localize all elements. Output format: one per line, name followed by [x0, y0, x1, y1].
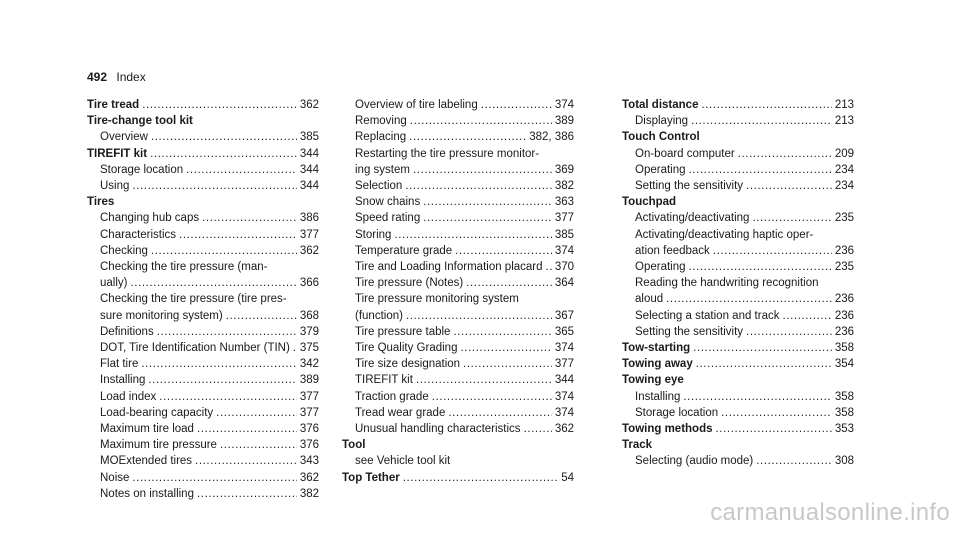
section-title: Index: [116, 70, 146, 84]
leader-dots: [693, 340, 832, 356]
index-entry: [87, 227, 319, 243]
leader-dots: [746, 178, 832, 194]
index-entry-page[interactable]: 342: [299, 358, 319, 371]
index-entry-text: Noise: [100, 471, 130, 484]
index-entry: [87, 210, 319, 226]
index-entry-page[interactable]: 364: [554, 277, 574, 290]
leader-dots: [394, 227, 551, 243]
index-entry: [622, 356, 854, 372]
index-entry-text: Replacing: [355, 131, 407, 144]
index-entry-text: DOT, Tire Identification Number (TIN): [100, 342, 290, 355]
index-entry-text: TIREFIT kit: [87, 147, 148, 160]
index-entry-text: Unusual handling characteristics: [355, 423, 521, 436]
index-entry: [87, 389, 319, 405]
leader-dots: [432, 389, 552, 405]
leader-dots: [738, 146, 832, 162]
index-entry-page[interactable]: 379: [299, 325, 319, 338]
index-entry: [87, 421, 319, 437]
index-entry: [342, 356, 574, 372]
index-entry-page[interactable]: 382: [299, 487, 319, 500]
index-entry-text: Tow-starting: [622, 342, 691, 355]
index-entry-text: Towing methods: [622, 423, 713, 436]
index-entry-text: Temperature grade: [355, 244, 453, 257]
index-entry: [87, 340, 319, 356]
index-entry-page[interactable]: 234: [834, 180, 854, 193]
index-entry-page[interactable]: 385: [299, 131, 319, 144]
index-entry: [87, 372, 319, 388]
index-entry-text: Overview of tire labeling: [355, 99, 478, 111]
index-entry: [342, 372, 574, 388]
index-entry: [622, 129, 854, 145]
leader-dots: [463, 356, 552, 372]
index-entry-text: Touch Control: [622, 131, 700, 144]
leader-dots: [683, 389, 831, 405]
index-entry-page[interactable]: 236: [834, 293, 854, 306]
index-entry: [87, 162, 319, 178]
leader-dots: [460, 340, 551, 356]
index-entry-page[interactable]: 236: [834, 309, 854, 322]
leader-dots: [689, 259, 832, 275]
index-entry-text: Activating/deactivating haptic oper-: [635, 228, 814, 241]
index-column-3: [622, 97, 854, 470]
leader-dots: [403, 470, 558, 486]
index-entry-page[interactable]: 344: [299, 180, 319, 193]
index-entry-text: Storage location: [100, 163, 184, 176]
leader-dots: [197, 486, 297, 502]
leader-dots: [406, 308, 552, 324]
index-entry-text: see Vehicle tool kit: [355, 455, 451, 468]
leader-dots: [746, 324, 832, 340]
leader-dots: [151, 243, 297, 259]
index-entry: [342, 243, 574, 259]
leader-dots: [179, 227, 297, 243]
index-entry-page[interactable]: 354: [834, 358, 854, 371]
index-entry-page[interactable]: 377: [299, 390, 319, 403]
index-entry-text: (function): [355, 309, 403, 322]
index-entry: [622, 324, 854, 340]
index-entry-page[interactable]: 344: [299, 163, 319, 176]
index-entry-page[interactable]: 363: [554, 196, 574, 209]
index-entry-text: Checking: [100, 244, 148, 257]
index-entry-text: Top Tether: [342, 471, 400, 484]
index-entry-text: Traction grade: [355, 390, 429, 403]
index-entry-text: Towing eye: [622, 374, 684, 387]
index-entry: [622, 405, 854, 421]
index-entry: [342, 275, 574, 291]
index-entry-page[interactable]: 353: [834, 423, 854, 436]
index-entry-page[interactable]: 358: [834, 390, 854, 403]
index-entry-page[interactable]: 362: [299, 244, 319, 257]
index-entry: [87, 405, 319, 421]
index-entry-page[interactable]: 389: [299, 374, 319, 387]
index-entry: [342, 308, 574, 324]
index-entry: [87, 275, 319, 291]
index-entry-text: Removing: [355, 115, 407, 128]
index-entry: [622, 437, 854, 453]
index-entry: [622, 243, 854, 259]
index-entry-page[interactable]: 213: [834, 115, 854, 128]
leader-dots: [423, 194, 552, 210]
index-entry: [622, 97, 854, 113]
index-entry-text: Setting the sensitivity: [635, 180, 744, 193]
index-entry: [342, 113, 574, 129]
index-entry-page[interactable]: 235: [834, 212, 854, 225]
leader-dots: [453, 324, 551, 340]
index-entry-text: Changing hub caps: [100, 212, 200, 225]
index-entry-page[interactable]: 369: [554, 163, 574, 176]
leader-dots: [782, 308, 831, 324]
leader-dots: [157, 324, 297, 340]
index-entry-text: Track: [622, 439, 653, 452]
index-entry-text: Load index: [100, 390, 157, 403]
index-entry-page[interactable]: 366: [299, 277, 319, 290]
index-entry-text: Tire pressure table: [355, 325, 451, 338]
index-entry-text: Tool: [342, 439, 366, 452]
index-entry-text: MOExtended tires: [100, 455, 193, 468]
index-entry-text: Tire tread: [87, 99, 140, 111]
leader-dots: [142, 97, 297, 113]
index-entry-page[interactable]: 377: [554, 358, 574, 371]
index-entry-text: Snow chains: [355, 196, 421, 209]
leader-dots: [666, 291, 832, 307]
index-entry: [342, 291, 574, 307]
watermark: carmanualsonline.info: [710, 499, 950, 526]
leader-dots: [151, 129, 297, 145]
index-entry: [87, 194, 319, 210]
leader-dots: [148, 372, 296, 388]
index-entry-page[interactable]: 343: [299, 455, 319, 468]
index-entry: [622, 372, 854, 388]
index-entry-page[interactable]: 377: [299, 406, 319, 419]
index-entry: [342, 162, 574, 178]
leader-dots: [132, 470, 296, 486]
index-entry: [87, 97, 319, 113]
page-number: 492: [87, 70, 108, 84]
leader-dots: [405, 178, 552, 194]
index-entry-text: aloud: [635, 293, 664, 306]
index-entry-text: Load-bearing capacity: [100, 406, 214, 419]
index-entry-text: Touchpad: [622, 196, 677, 209]
index-entry-page[interactable]: 344: [554, 374, 574, 387]
index-entry-text: Definitions: [100, 325, 154, 338]
index-entry-page[interactable]: 358: [834, 342, 854, 355]
index-entry-text: Overview: [100, 131, 148, 144]
index-entry: [342, 194, 574, 210]
index-entry: [622, 227, 854, 243]
index-entry: [622, 308, 854, 324]
index-entry: [87, 356, 319, 372]
leader-dots: [689, 162, 832, 178]
index-entry-text: TIREFIT kit: [355, 374, 413, 387]
index-entry-text: Tire pressure (Notes): [355, 277, 464, 290]
index-entry-text: Tire size designation: [355, 358, 461, 371]
index-entry: [342, 340, 574, 356]
index-entry-page[interactable]: 209: [834, 147, 854, 160]
index-entry: [622, 146, 854, 162]
index-entry: [622, 275, 854, 291]
index-entry-page[interactable]: 375: [299, 342, 319, 355]
index-entry-page[interactable]: 382: [554, 180, 574, 193]
index-entry: [342, 405, 574, 421]
index-entry-text: Tire and Loading Information placard: [355, 261, 543, 274]
index-entry-page[interactable]: 362: [554, 423, 574, 436]
index-entry: [87, 129, 319, 145]
leader-dots: [226, 308, 297, 324]
index-entry-page[interactable]: 362: [299, 99, 319, 111]
index-entry-page[interactable]: 377: [299, 228, 319, 241]
index-entry-text: Storage location: [635, 406, 719, 419]
leader-dots: [546, 259, 552, 275]
index-entry-page[interactable]: 374: [554, 342, 574, 355]
index-column-2: [342, 97, 574, 486]
index-entry: [622, 162, 854, 178]
leader-dots: [293, 340, 297, 356]
index-entry-text: Selection: [355, 180, 403, 193]
index-entry-text: Activating/deactivating: [635, 212, 750, 225]
leader-dots: [756, 453, 832, 469]
index-entry-text: sure monitoring system): [100, 309, 223, 322]
leader-dots: [150, 146, 297, 162]
index-entry: [342, 324, 574, 340]
index-entry: [87, 113, 319, 129]
leader-dots: [141, 356, 296, 372]
leader-dots: [721, 405, 832, 421]
index-entry-page[interactable]: 374: [554, 99, 574, 111]
index-entry-page[interactable]: 365: [554, 325, 574, 338]
leader-dots: [701, 97, 831, 113]
index-entry-text: ing system: [355, 163, 410, 176]
index-entry-text: Storing: [355, 228, 392, 241]
leader-dots: [409, 129, 526, 145]
index-entry: [87, 178, 319, 194]
index-entry-page[interactable]: 368: [299, 309, 319, 322]
index-entry-text: Operating: [635, 163, 686, 176]
leader-dots: [413, 162, 552, 178]
leader-dots: [691, 113, 832, 129]
index-entry: [342, 227, 574, 243]
index-entry-page[interactable]: 236: [834, 325, 854, 338]
leader-dots: [159, 389, 297, 405]
index-entry: [87, 259, 319, 275]
leader-dots: [202, 210, 297, 226]
index-entry-page[interactable]: 234: [834, 163, 854, 176]
index-entry-page[interactable]: 213: [834, 99, 854, 111]
index-entry-page[interactable]: 344: [299, 147, 319, 160]
index-entry-page[interactable]: 374: [554, 406, 574, 419]
index-entry-page[interactable]: 362: [299, 471, 319, 484]
index-entry: [342, 210, 574, 226]
index-entry: [342, 146, 574, 162]
index-entry: [622, 178, 854, 194]
index-entry-text: Notes on installing: [100, 487, 194, 500]
index-column-1: [87, 97, 319, 502]
index-entry-text: Maximum tire load: [100, 423, 194, 436]
index-entry: [342, 129, 574, 145]
leader-dots: [195, 453, 297, 469]
index-entry: [622, 291, 854, 307]
index-entry: [87, 437, 319, 453]
index-entry-text: Using: [100, 180, 130, 193]
index-entry-text: Setting the sensitivity: [635, 325, 744, 338]
leader-dots: [186, 162, 297, 178]
leader-dots: [696, 356, 832, 372]
index-entry-text: Flat tire: [100, 358, 139, 371]
index-entry: [622, 340, 854, 356]
index-entry-page[interactable]: 370: [554, 261, 574, 274]
index-entry: [622, 259, 854, 275]
index-entry: [622, 453, 854, 469]
index-entry-page[interactable]: 374: [554, 390, 574, 403]
index-entry-text: Reading the handwriting recognition: [635, 277, 819, 290]
index-entry: [87, 453, 319, 469]
index-entry-text: Selecting (audio mode): [635, 455, 754, 468]
leader-dots: [410, 113, 552, 129]
leader-dots: [132, 178, 296, 194]
leader-dots: [416, 372, 552, 388]
index-entry-text: Checking the tire pressure (man-: [100, 261, 268, 274]
index-entry-text: Speed rating: [355, 212, 421, 225]
leader-dots: [524, 421, 552, 437]
index-entry-page[interactable]: 236: [834, 244, 854, 257]
index-entry-page[interactable]: 389: [554, 115, 574, 128]
index-entry: [87, 146, 319, 162]
index-entry: [87, 486, 319, 502]
leader-dots: [466, 275, 552, 291]
index-entry-text: Tread wear grade: [355, 406, 446, 419]
index-entry-text: Towing away: [622, 358, 693, 371]
leader-dots: [197, 421, 297, 437]
leader-dots: [423, 210, 552, 226]
index-entry-page[interactable]: 376: [299, 439, 319, 452]
index-entry-page[interactable]: 386: [299, 212, 319, 225]
index-entry-page[interactable]: 367: [554, 309, 574, 322]
index-entry-page[interactable]: 377: [554, 212, 574, 225]
leader-dots: [481, 97, 552, 113]
index-entry: [87, 291, 319, 307]
leader-dots: [716, 421, 832, 437]
page-header: [87, 70, 146, 84]
index-entry-page[interactable]: 382, 386: [529, 131, 574, 144]
index-entry-text: ually): [100, 277, 128, 290]
index-entry: [342, 453, 574, 469]
index-entry-text: Tires: [87, 196, 115, 209]
index-entry-text: Characteristics: [100, 228, 177, 241]
index-entry: [342, 389, 574, 405]
index-entry-text: On-board computer: [635, 147, 735, 160]
index-entry: [342, 437, 574, 453]
index-entry-text: Restarting the tire pressure monitor-: [355, 147, 540, 160]
index-entry: [622, 194, 854, 210]
index-entry-text: Checking the tire pressure (tire pres-: [100, 293, 287, 306]
index-entry: [342, 178, 574, 194]
index-entry-page[interactable]: 376: [299, 423, 319, 436]
index-entry-page[interactable]: 308: [834, 455, 854, 468]
index-entry-page[interactable]: 385: [554, 228, 574, 241]
leader-dots: [216, 405, 297, 421]
leader-dots: [448, 405, 551, 421]
leader-dots: [455, 243, 552, 259]
index-entry: [342, 421, 574, 437]
index-entry: [622, 210, 854, 226]
index-entry-text: Selecting a station and track: [635, 309, 780, 322]
index-entry: [342, 470, 574, 486]
leader-dots: [220, 437, 297, 453]
index-entry-page[interactable]: 374: [554, 244, 574, 257]
index-entry-text: Operating: [635, 261, 686, 274]
index-entry-text: Maximum tire pressure: [100, 439, 217, 452]
index-entry-text: Tire pressure monitoring system: [355, 293, 519, 306]
index-entry-page[interactable]: 235: [834, 261, 854, 274]
index-entry: [622, 421, 854, 437]
index-entry-text: Tire-change tool kit: [87, 115, 193, 128]
index-entry-text: Installing: [100, 374, 146, 387]
index-entry: [342, 259, 574, 275]
index-entry-text: Tire Quality Grading: [355, 342, 458, 355]
index-entry: [87, 243, 319, 259]
index-entry: [87, 470, 319, 486]
index-entry-text: Displaying: [635, 115, 689, 128]
index-entry: [622, 389, 854, 405]
leader-dots: [713, 243, 832, 259]
leader-dots: [130, 275, 296, 291]
index-entry-page[interactable]: 358: [834, 406, 854, 419]
index-entry: [622, 113, 854, 129]
index-entry: [87, 324, 319, 340]
index-entry: [87, 308, 319, 324]
leader-dots: [752, 210, 831, 226]
index-entry-text: Installing: [635, 390, 681, 403]
index-entry-text: Total distance: [622, 99, 699, 111]
index-entry-page[interactable]: 54: [561, 471, 574, 484]
index-entry-text: ation feedback: [635, 244, 710, 257]
index-entry: [342, 97, 574, 113]
